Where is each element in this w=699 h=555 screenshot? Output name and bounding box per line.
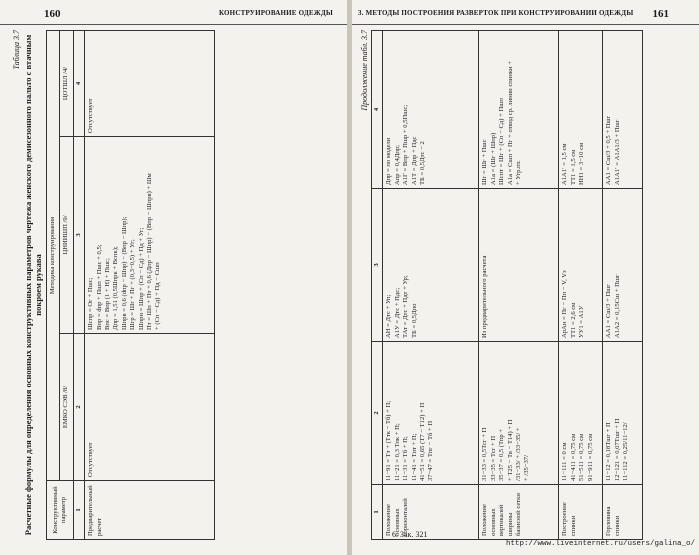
m2-cell: АН = Дтс + Уп; А1У = Дтс + Пдс; ТАт = Дтс + Пдт + Ур; ТБ = 0,5Дпо <box>383 189 479 342</box>
m1-cell: 11−91 = Тт + (Ттк − Тб) + П; 11−21 = 0,3 Тпк + П; 11−31 = Тб + П; 11−41 = Тпт + П; 41−51 = 0,65 (Т7 − Т12) + П 37−47 = Тпг − Тб + П <box>383 342 479 485</box>
header-param: Конструктивный параметр <box>47 481 74 540</box>
table-caption: Расчетные формулы для определения основных конструктивных параметров чертежа женского демисезонного пальто с втачным покроем рукава <box>23 34 43 536</box>
print-signature: 6. Зак. 321 <box>392 530 428 539</box>
table-row <box>383 31 479 540</box>
page-header-right <box>352 8 699 25</box>
param-cell: Горловина спинки <box>603 485 643 540</box>
col-number: 3 <box>372 189 383 342</box>
m3-cell: Шг = Шг + Пшс А1а = (Шг + Шпр) Шспт = Шг + (Сп − Сд) + Пшп А1а = Сшп + Пг + отвод ср. линии спинки + + Угр.пт. <box>479 31 559 189</box>
table-continuation-label: Продолжение табл. 3.7 <box>360 30 369 111</box>
col-number: 2 <box>73 334 84 481</box>
table-row <box>85 31 215 540</box>
col-number: 1 <box>73 481 84 540</box>
m1-cell: Отсутствует <box>85 334 215 481</box>
table-row <box>559 31 603 540</box>
column-number-row <box>372 31 383 540</box>
formula-table-continued <box>371 30 643 540</box>
m1-cell: 31−33 = 0,5Тсг + П 33−35 = Тсг + П 35−37 = 0,5 (Тпр + + Т25 − Тв − Т14) + П /31−33/ + /33−35/ + + /35−37/ <box>479 342 559 485</box>
header-row <box>47 31 60 540</box>
col-number: 4 <box>372 31 383 189</box>
page-number-left: 160 <box>44 8 61 20</box>
m2-cell: АрАн = Пг − Пп − V, Vз ТТ1 = 2,6 см УУ1 = А1У <box>559 189 603 342</box>
m3-cell: А1А1′ = 1,5 см ТТ1 = 1,5 см НН1 = 3−10 см <box>559 31 603 189</box>
col-number: 3 <box>73 137 84 334</box>
col-number: 1 <box>372 485 383 540</box>
formula-table <box>46 30 215 540</box>
source-url[interactable]: http://www.liveinternet.ru/users/galina_o/ <box>505 540 695 548</box>
m1-cell: 11−111 = 0 см 41−411 = 0,75 см 51−511 = 0,75 см 91−911 = 0,75 см <box>559 342 603 485</box>
col-number: 2 <box>372 342 383 485</box>
m3-cell: Дпр = по модели Апр = 0,4Дпр; А1Г = Впр + Пшр + 0,5Пшс; А1Т = Дпр + Пдс ТБ = 0,5Дтс − 2 <box>383 31 479 189</box>
table-3-7-rotated <box>12 30 342 540</box>
page-number-right: 161 <box>652 8 669 20</box>
column-number-row <box>73 31 84 540</box>
header-methods: Методика конструирования <box>47 31 60 481</box>
left-page <box>0 0 347 555</box>
table-label: Таблица 3.7 <box>12 30 21 70</box>
right-page <box>352 0 699 555</box>
param-cell: Положение основных вертикалей ширины базисной сетки <box>479 485 559 540</box>
m1-cell: 11−12 = 0,18Тшг + П 12−121 = 0,07Тшг + П 11−112 = 0,25/11−12/ <box>603 342 643 485</box>
page-header-left <box>0 8 347 25</box>
running-header-left: КОНСТРУИРОВАНИЕ ОДЕЖДЫ <box>218 9 333 17</box>
param-cell: Положение основных горизонталей <box>383 485 479 540</box>
param-cell: Построение спинки <box>559 485 603 540</box>
header-m1: ЕМКО СЭВ /8/ <box>60 334 73 481</box>
running-header-right: 3. МЕТОДЫ ПОСТРОЕНИЯ РАЗВЕРТОК ПРИ КОНСТРУИРОВАНИИ ОДЕЖДЫ <box>358 9 634 17</box>
table-continuation-rotated <box>360 30 690 540</box>
col-number: 4 <box>73 31 84 137</box>
m3-cell: Отсутствует <box>85 31 215 137</box>
param-cell: Предварительный расчет <box>85 481 215 540</box>
table-row <box>603 31 643 540</box>
m2-cell: Шспр = Ог + Пшс; Впр = dпр + Пшп + Пшс + 0,5; Впс = Впр (1 + Н) + Пшс; Дпр = 1,51 (0,5Шпрк + Вспк); Шпрв = 0,6 (dпр − Шпр) − (Впр − Шпр); Шгр = Шг + Пг + (0,3−0,5) + Уг; Шпрн = Шпр + (Сп − Сд) + Пд + Уг; Пт = Шп + Пт + 0,6 (Дпр − Шпр) − (Впр − Шпрв) + Шм + (Сп − Сд) + Пд − Сшп <box>85 137 215 334</box>
table-row <box>479 31 559 540</box>
header-subrow <box>60 31 73 540</box>
m3-cell: АА1 = Сш/3 + 0,5 + Пшг А1А1′ = А1А1/3 + Пшг <box>603 31 643 189</box>
m2-cell: АА1 = Сш/3 + Пшг А1А2 = 0,15Сш + Пшг <box>603 189 643 342</box>
header-m2: ЦНИИШП /9/ <box>60 137 73 334</box>
m2-cell: Из предварительного расчета <box>479 189 559 342</box>
header-m3: ЦОТШЛ /4/ <box>60 31 73 137</box>
